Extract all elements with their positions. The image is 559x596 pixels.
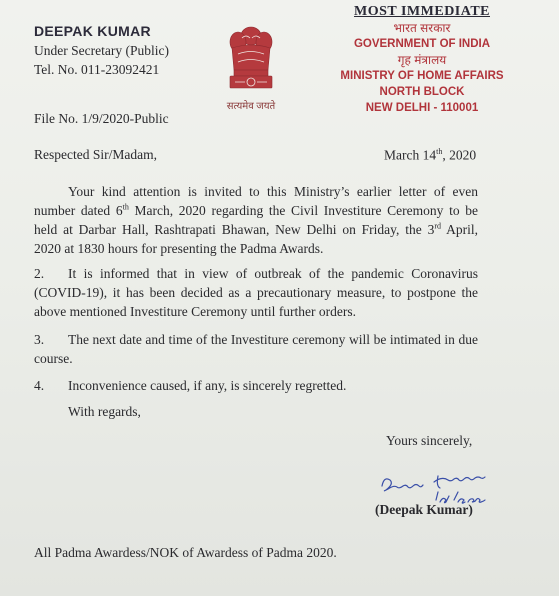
sender-block: [34, 22, 169, 79]
signer-name: (Deepak Kumar): [375, 502, 473, 517]
ministry-name: MINISTRY OF HOME AFFAIRS: [340, 70, 504, 82]
ministry-block: NORTH BLOCK: [379, 86, 465, 98]
salutation: Respected Sir/Madam,: [34, 147, 157, 162]
file-number: File No. 1/9/2020-Public: [34, 111, 169, 126]
sender-designation: Under Secretary (Public): [34, 43, 169, 58]
govt-hindi: भारत सरकार: [393, 21, 451, 35]
regards-line: With regards,: [68, 404, 141, 419]
sender-phone: Tel. No. 011-23092421: [34, 62, 160, 77]
paragraph-4: 4. Inconvenience caused, if any, is sincerely regretted.: [34, 378, 347, 393]
sender-name: DEEPAK KUMAR: [34, 23, 151, 39]
paragraph-1: Your kind attention is invited to this Ministry’s earlier letter of even number dated 6th March, 2020 regarding the Civil Investiture Ceremony to be held at Darbar Hall, Rashtrapati Bhawan, New Delhi on Friday, the 3rd April, 2020 at 1830 hours for presenting the Padma Awards.: [34, 184, 478, 256]
recipient-line: All Padma Awardess/NOK of Awardess of Padma 2020.: [34, 545, 337, 560]
paragraph-2: 2. It is informed that in view of outbreak of the pandemic Coronavirus (COVID-19), it has been decided as a precautionary measure, to postpone the above mentioned Investiture Ceremony until further orders.: [34, 266, 478, 319]
emblem-motto: सत्यमेव जयते: [226, 101, 276, 112]
closing-line: Yours sincerely,: [386, 433, 473, 448]
lion-capital-icon: [220, 18, 282, 98]
urgency-label: MOST IMMEDIATE: [354, 4, 490, 19]
ministry-city: NEW DELHI - 110001: [365, 102, 479, 114]
ministry-hindi: गृह मंत्रालय: [397, 53, 447, 67]
govt-name: GOVERNMENT OF INDIA: [353, 38, 491, 50]
letter-date: March 14th, 2020: [384, 147, 477, 163]
paragraph-3: 3. The next date and time of the Investiture ceremony will be intimated in due course.: [34, 332, 478, 366]
department-block: [327, 4, 517, 116]
national-emblem: [220, 18, 282, 110]
